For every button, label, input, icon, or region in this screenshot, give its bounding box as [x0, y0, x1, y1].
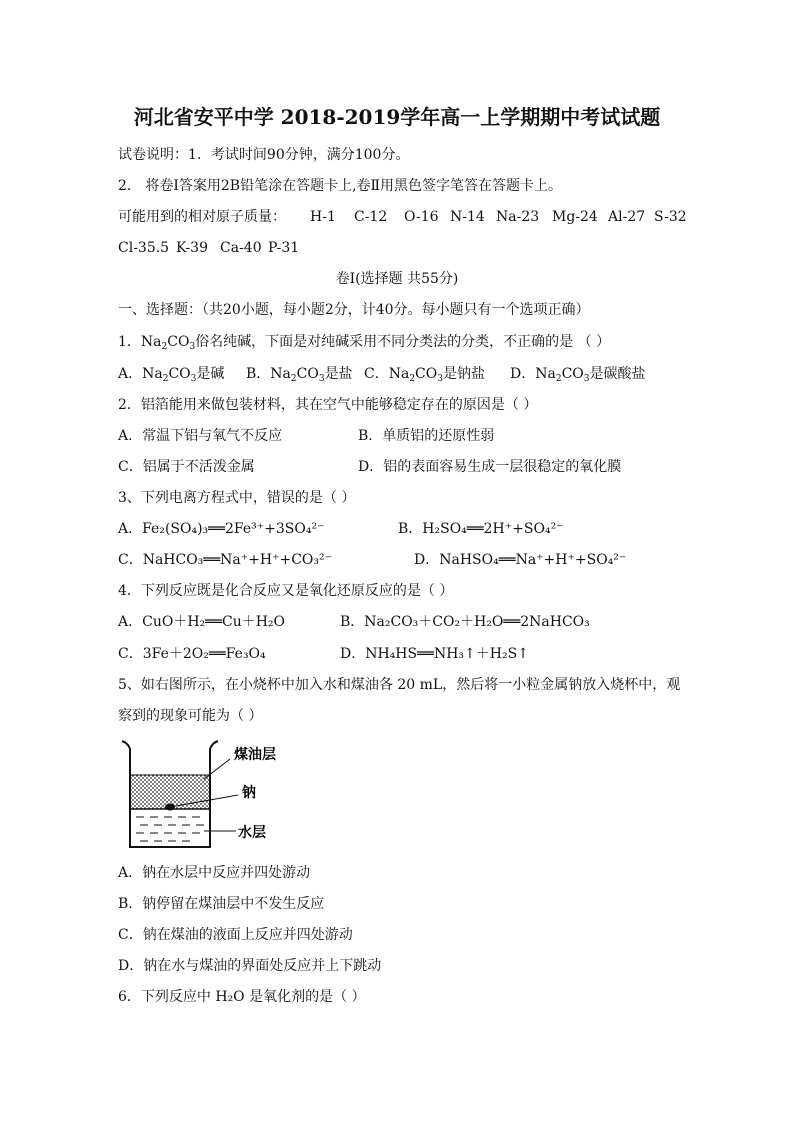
- atomic-mass-item: O-16: [404, 209, 439, 225]
- atomic-mass-row-1: [118, 208, 286, 226]
- part-heading: 一、选择题：（共20小题，每小题2分，计40分。每小题只有一个选项正确）: [118, 302, 590, 318]
- atomic-mass-item: K-39: [176, 240, 208, 256]
- question-1-option-c: C．$Na_2CO_3$是钠盐: [364, 366, 485, 384]
- atomic-mass-item: P-31: [268, 240, 300, 256]
- question-5-stem-line-1: 5、如右图所示，在小烧杯中加入水和煤油各 20 mL，然后将一小粒金属钠放入烧杯中，观: [118, 677, 681, 693]
- question-5-option-d: D．钠在水与煤油的界面处反应并上下跳动: [118, 958, 382, 974]
- question-2-option-d: D．铝的表面容易生成一层很稳定的氧化膜: [358, 459, 622, 475]
- question-3-option-a: A．Fe₂(SO₄)₃══2Fe³⁺+3SO₄²⁻: [118, 521, 325, 537]
- atomic-mass-item: Mg-24: [552, 209, 598, 225]
- question-2-option-c: C．铝属于不活泼金属: [118, 459, 255, 475]
- question-4-stem: 4．下列反应既是化合反应又是氧化还原反应的是（ ）: [118, 583, 454, 599]
- kerosene-layer-label: 煤油层: [234, 747, 276, 763]
- question-4-option-c: C．3Fe＋2O₂══Fe₃O₄: [118, 646, 266, 662]
- question-1-option-a: A．$Na_2CO_3$是碱: [118, 366, 225, 384]
- atomic-mass-item: C-12: [354, 209, 388, 225]
- question-4-option-d: D．NH₄HS══NH₃↑＋H₂S↑: [340, 646, 529, 662]
- atomic-mass-label: 可能用到的相对原子质量：: [118, 209, 286, 225]
- question-1-option-b: B．$Na_2CO_3$是盐: [246, 366, 353, 384]
- section-title: 卷Ⅰ(选择题 共55分): [335, 271, 459, 287]
- atomic-mass-item: N-14: [450, 209, 485, 225]
- question-5-stem-line-2: 察到的现象可能为（ ）: [118, 708, 263, 724]
- question-3-option-d: D．NaHSO₄══Na⁺+H⁺+SO₄²⁻: [414, 552, 627, 568]
- atomic-mass-item: Cl-35.5: [118, 240, 170, 256]
- water-layer: [136, 817, 204, 841]
- atomic-mass-item: Al-27: [608, 209, 646, 225]
- instruction-line-2: 2． 将卷Ⅰ答案用2B铅笔涂在答题卡上,卷Ⅱ用黑色签字笔答在答题卡上。: [118, 178, 563, 194]
- question-3-option-b: B．H₂SO₄══2H⁺+SO₄²⁻: [398, 521, 564, 537]
- question-6-stem: 6．下列反应中 H₂O 是氧化剂的是（ ）: [118, 989, 366, 1005]
- question-3-option-c: C．NaHCO₃══Na⁺+H⁺+CO₃²⁻: [118, 552, 333, 568]
- atomic-mass-item: S-32: [654, 209, 687, 225]
- sodium-label: 钠: [242, 785, 256, 801]
- beaker-diagram: [118, 737, 298, 855]
- question-4-option-a: A．CuO＋H₂══Cu＋H₂O: [118, 614, 286, 630]
- question-1-stem: 1．$Na_2CO_3$俗名纯碱，下面是对纯碱采用不同分类法的分类，不正确的是 （ ）: [118, 334, 611, 352]
- question-3-stem: 3、下列电离方程式中，错误的是（ ）: [118, 490, 356, 506]
- instruction-line-1: 试卷说明：1．考试时间90分钟，满分100分。: [118, 147, 410, 163]
- atomic-mass-item: H-1: [310, 209, 336, 225]
- question-2-option-b: B．单质铝的还原性弱: [358, 428, 495, 444]
- page-title: 河北省安平中学 2018-2019学年高一上学期期中考试试题: [133, 105, 661, 129]
- question-5-option-a: A．钠在水层中反应并四处游动: [118, 865, 311, 881]
- question-2-stem: 2．铝箔能用来做包装材料，其在空气中能够稳定存在的原因是（ ）: [118, 397, 538, 413]
- atomic-mass-item: Na-23: [496, 209, 540, 225]
- question-4-option-b: B．Na₂CO₃＋CO₂＋H₂O══2NaHCO₃: [340, 614, 590, 630]
- question-1-option-d: D．$Na_2CO_3$是碳酸盐: [510, 366, 646, 384]
- water-layer-label: 水层: [238, 825, 266, 841]
- question-5-option-b: B．钠停留在煤油层中不发生反应: [118, 896, 325, 912]
- sodium-piece: [165, 804, 175, 811]
- question-5-option-c: C．钠在煤油的液面上反应并四处游动: [118, 927, 353, 943]
- atomic-mass-item: Ca-40: [220, 240, 262, 256]
- question-2-option-a: A．常温下铝与氧气不反应: [118, 428, 283, 444]
